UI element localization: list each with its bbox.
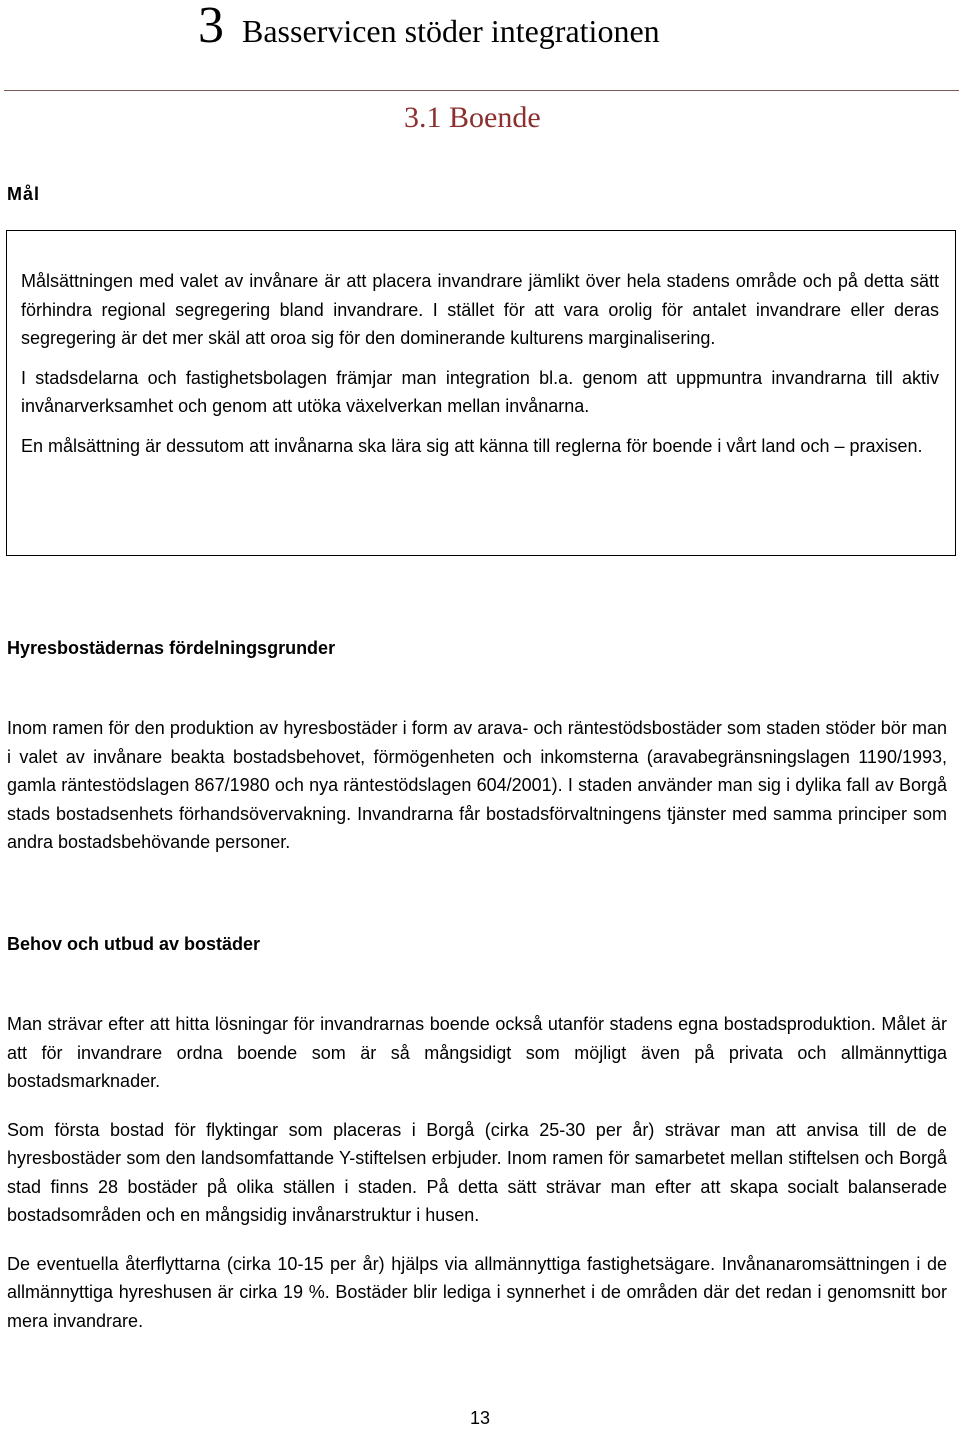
chapter-title xyxy=(198,0,660,55)
distribution-paragraph: Inom ramen för den produktion av hyresbostäder i form av arava- och räntestödsbostäder som staden stöder bör man i valet av invånare beakta bostadsbehovet, förmögenheten och inkomsterna (aravabegränsningslagen 1190/1993, gamla räntestödslagen 867/1980 och nya räntestödslagen 604/2001). I staden använder man sig i dylika fall av Borgå stads bostadsenhets förhandsövervakning. Invandrarna får bostadsförvaltningens tjänster med samma principer som andra bostadsbehövande personer. xyxy=(7,718,947,852)
supply-paragraph: Man strävar efter att hitta lösningar för invandrarnas boende också utanför stadens egna bostadsproduktion. Målet är att för invandrare ordna boende som är så mångsidigt som möjligt även på privata och allmännyttiga bostadsmarknader. xyxy=(7,1014,947,1091)
supply-paragraph: Som första bostad för flyktingar som placeras i Borgå (cirka 25-30 per år) strävar man att anvisa till de de hyresbostäder som den landsomfattande Y-stiftelsen erbjuder. Inom ramen för samarbetet mellan stiftelsen och Borgå stad finns 28 bostäder på olika ställen i staden. På detta sätt strävar man efter att skapa socialt balanserade bostadsområden och en mångsidig invånarstruktur i husen. xyxy=(7,1119,947,1225)
supply-body xyxy=(7,1010,947,1335)
page-number: 13 xyxy=(469,1408,491,1428)
goal-paragraph: I stadsdelarna och fastighetsbolagen främjar man integration bl.a. genom att uppmuntra invandrarna till aktiv invånarverksamhet och genom att utöka växelverkan mellan invånarna. xyxy=(21,367,939,416)
goal-label: Mål xyxy=(7,184,41,204)
goal-paragraph: Målsättningen med valet av invånare är att placera invandrare jämlikt över hela stadens område och på detta sätt förhindra regional segregering bland invandrare. I stället för att vara orolig för antalet invandrare eller deras segregering är det mer skäl att oroa sig för den dominerande kulturens marginalisering. xyxy=(21,271,939,348)
supply-heading: Behov och utbud av bostäder xyxy=(7,934,261,954)
section-title: 3.1 Boende xyxy=(404,101,541,134)
supply-paragraph: De eventuella återflyttarna (cirka 10-15 per år) hjälps via allmännyttiga fastighetsägare. Invånanaromsättningen i de allmännyttiga hyreshusen är cirka 19 %. Bostäder blir lediga i synnerhet i de områden där det redan i genomsnitt bor mera invandrare. xyxy=(7,1253,947,1331)
goal-box xyxy=(6,230,956,556)
distribution-heading: Hyresbostädernas fördelningsgrunder xyxy=(7,638,336,658)
header-divider xyxy=(4,90,959,91)
goal-paragraph: En målsättning är dessutom att invånarna ska lära sig att känna till reglerna för boende i vårt land och – praxisen. xyxy=(21,435,923,456)
chapter-title-text: Basservicen stöder integrationen xyxy=(242,13,660,49)
chapter-number: 3 xyxy=(198,0,224,54)
distribution-body xyxy=(7,714,947,857)
